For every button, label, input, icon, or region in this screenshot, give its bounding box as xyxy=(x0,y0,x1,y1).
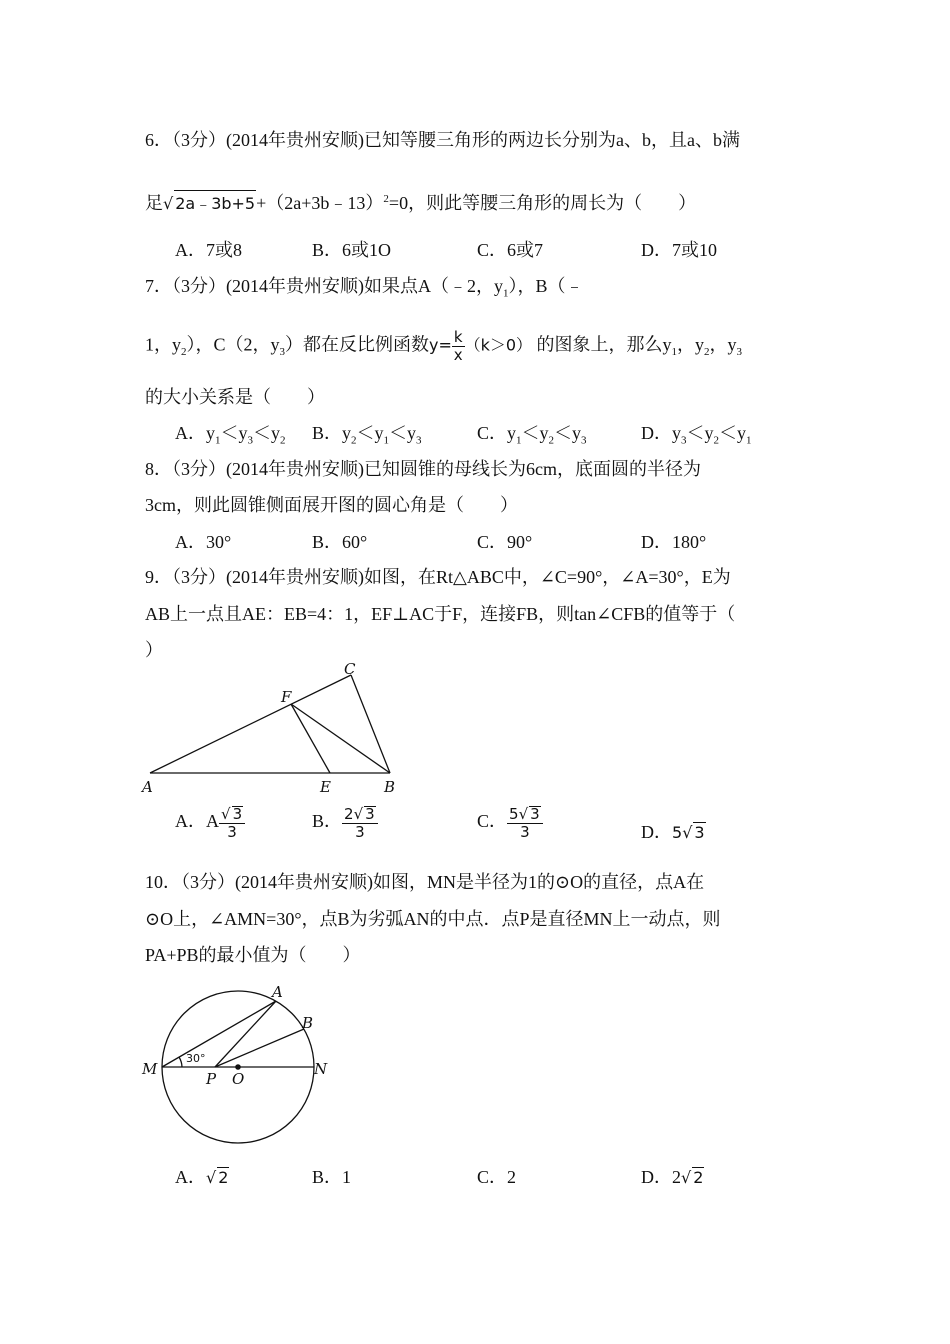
q8-option-c[interactable]: C．90° xyxy=(477,532,533,552)
q10-option-c[interactable]: C．2 xyxy=(477,1167,517,1187)
q7-text: 的图象上，那么y xyxy=(536,334,672,355)
fraction-numerator: k xyxy=(453,328,463,346)
q10-option-d[interactable] xyxy=(641,1163,704,1189)
q7-sub: 3 xyxy=(581,434,587,447)
label-b: B xyxy=(302,1014,314,1032)
q9-opt-text: C． xyxy=(477,811,508,832)
fraction-denominator: 3 xyxy=(355,823,365,841)
coef: 5 xyxy=(509,805,519,823)
q7-option-b[interactable] xyxy=(312,419,422,447)
coef: 5 xyxy=(672,823,683,842)
q10-opt-text: A． xyxy=(175,1167,206,1187)
q10-option-a[interactable] xyxy=(175,1163,229,1189)
label-o: O xyxy=(232,1070,245,1088)
q7-sub: 2 xyxy=(181,346,187,359)
q7-opt-text: ＜y xyxy=(389,423,417,443)
q9-line3: ） xyxy=(145,640,163,660)
side-ac xyxy=(150,675,351,773)
q7-line1-text: 7．（3分）(2014年贵州安顺)如果点A（﹣2，y xyxy=(145,276,503,296)
segment-fb xyxy=(291,704,390,773)
q9-option-a-fraction xyxy=(219,806,245,840)
label-angle: 30° xyxy=(186,1052,206,1065)
q7-sub: 3 xyxy=(247,434,253,447)
side-cb xyxy=(351,675,390,773)
q7-opt-text: D．y xyxy=(641,423,681,443)
q7-func-condition: （k＞0） xyxy=(464,335,533,355)
coef: 2 xyxy=(344,805,354,823)
q7-text: ，y xyxy=(709,334,737,355)
q8-option-b[interactable]: B．60° xyxy=(312,532,368,552)
fraction-denominator: x xyxy=(453,346,463,364)
radicand: 2 xyxy=(218,1168,229,1187)
radicand: 3 xyxy=(694,823,705,842)
q7-func-y: y= xyxy=(429,335,452,355)
q9-option-c-fraction xyxy=(507,806,543,840)
q7-sub: 1 xyxy=(671,346,678,359)
radicand: 2 xyxy=(693,1168,704,1187)
q6-option-b[interactable]: B．6或1O xyxy=(312,240,392,260)
sqrt-symbol: √ xyxy=(163,194,174,213)
q6-line2 xyxy=(145,189,696,215)
label-e: E xyxy=(320,778,331,796)
q9-opt-text: A． xyxy=(175,811,206,832)
q10-option-b[interactable]: B．1 xyxy=(312,1167,352,1187)
q7-text: ，y xyxy=(677,334,705,355)
q7-sub: 1 xyxy=(215,434,221,447)
q10-opt-text: D．2 xyxy=(641,1167,681,1187)
q7-sub: 1 xyxy=(383,434,390,447)
q7-sub: 2 xyxy=(548,434,555,447)
fraction-numerator xyxy=(342,806,378,824)
q7-text: 1，y xyxy=(145,334,181,355)
label-n: N xyxy=(314,1060,328,1078)
radicand: 3 xyxy=(530,805,540,823)
q7-sub: 3 xyxy=(736,346,743,359)
sqrt-symbol: √ xyxy=(518,805,529,823)
q9-line2: AB上一点且AE：EB=4：1，EF⊥AC于F，连接FB，则tan∠CFB的值等于（ xyxy=(145,604,736,624)
q7-text: ）都在反比例函数 xyxy=(285,334,430,355)
q9-option-b[interactable] xyxy=(312,806,378,840)
q6-exponent: 2 xyxy=(383,193,389,205)
q7-opt-text: ＜y xyxy=(253,423,280,443)
q9-option-d[interactable] xyxy=(641,818,706,844)
angle-arc xyxy=(179,1057,182,1067)
q6-option-a[interactable]: A．7或8 xyxy=(175,240,242,260)
fraction-denominator: 3 xyxy=(520,823,530,841)
q10-line2: ⊙O上，∠AMN=30°，点B为劣弧AN的中点．点P是直径MN上一动点，则 xyxy=(145,909,721,929)
q7-opt-text: A．y xyxy=(175,423,215,443)
q6-line2-pre: 足 xyxy=(145,193,163,213)
q6-line1: 6．（3分）(2014年贵州安顺)已知等腰三角形的两边长分别为a、b，且a、b满 xyxy=(145,130,740,150)
q9-option-c[interactable] xyxy=(477,806,543,840)
q9-option-b-fraction xyxy=(342,806,378,840)
segment-pb xyxy=(215,1029,304,1067)
q8-option-d[interactable]: D．180° xyxy=(641,532,707,552)
q7-sub: 2 xyxy=(713,434,719,447)
q6-radicand: 2a﹣3b+5 xyxy=(174,190,256,214)
q7-opt-text: ＜y xyxy=(521,423,549,443)
label-c: C xyxy=(344,662,356,678)
q7-func-fraction xyxy=(452,330,465,363)
q9-triangle-figure xyxy=(138,662,408,798)
q7-sub: 3 xyxy=(681,434,687,447)
radicand: 3 xyxy=(232,805,243,823)
q9-opt-text: D． xyxy=(641,822,672,842)
q7-opt-text: B．y xyxy=(312,423,352,443)
q10-line3: PA+PB的最小值为（ ） xyxy=(145,945,361,965)
q6-line2-mid: +（2a+3b﹣13） xyxy=(256,193,384,213)
q6-option-d[interactable]: D．7或10 xyxy=(641,240,717,260)
label-m: M xyxy=(142,1060,158,1078)
q6-option-c[interactable]: C．6或7 xyxy=(477,240,544,260)
q8-line2: 3cm，则此圆锥侧面展开图的圆心角是（ ） xyxy=(145,495,518,515)
q9-line1: 9．（3分）(2014年贵州安顺)如图，在Rt△ABC中，∠C=90°，∠A=30°，E为 xyxy=(145,567,731,587)
q9-option-a[interactable] xyxy=(175,806,245,840)
q7-text: ），C（2，y xyxy=(186,334,280,355)
label-b: B xyxy=(384,778,396,796)
q7-sub: 2 xyxy=(351,434,357,447)
q7-sub: 3 xyxy=(279,346,286,359)
label-p: P xyxy=(206,1070,217,1088)
q7-sub: 1 xyxy=(516,434,522,447)
sqrt-symbol: √ xyxy=(681,1168,692,1187)
sqrt-symbol: √ xyxy=(206,1168,217,1187)
segment-fe xyxy=(291,704,330,773)
q7-opt-text: C．y xyxy=(477,423,517,443)
q10-line1: 10．（3分）(2014年贵州安顺)如图，MN是半径为1的⊙O的直径，点A在 xyxy=(145,872,705,892)
q7-opt-text: ＜y xyxy=(220,423,248,443)
radicand: 3 xyxy=(365,805,375,823)
q7-option-a[interactable] xyxy=(175,419,286,447)
q7-line2 xyxy=(145,330,742,363)
label-a: A xyxy=(142,778,153,796)
q7-option-d[interactable] xyxy=(641,419,752,447)
fraction-numerator xyxy=(507,806,543,824)
q9-opt-text: B． xyxy=(312,811,343,832)
segment-pa xyxy=(215,1001,276,1067)
q6-line2-post: =0，则此等腰三角形的周长为（ ） xyxy=(388,193,697,213)
q7-opt-text: ＜y xyxy=(719,423,746,443)
q7-sub: 1 xyxy=(503,287,509,300)
q7-opt-text: ＜y xyxy=(356,423,384,443)
q7-line1 xyxy=(145,272,584,300)
q7-sub: 2 xyxy=(280,434,286,447)
sqrt-symbol: √ xyxy=(353,805,364,823)
q8-line1: 8．（3分）(2014年贵州安顺)已知圆锥的母线长为6cm，底面圆的半径为 xyxy=(145,459,701,479)
q7-opt-text: ＜y xyxy=(554,423,582,443)
q7-sub: 1 xyxy=(746,434,752,447)
q7-line1-post: ），B（﹣ xyxy=(508,276,584,296)
label-f: F xyxy=(281,688,292,706)
q7-sub: 2 xyxy=(704,346,710,359)
fraction-numerator xyxy=(219,806,245,824)
sqrt-symbol: √ xyxy=(682,823,693,842)
q7-option-c[interactable] xyxy=(477,419,587,447)
q8-option-a[interactable]: A．30° xyxy=(175,532,232,552)
q9-opt-text: A xyxy=(206,811,219,832)
center-point xyxy=(235,1064,241,1070)
label-a: A xyxy=(272,983,283,1001)
q7-sub: 3 xyxy=(416,434,422,447)
fraction-denominator: 3 xyxy=(227,823,237,841)
q7-opt-text: ＜y xyxy=(686,423,714,443)
sqrt-symbol: √ xyxy=(221,805,231,823)
q7-line3: 的大小关系是（ ） xyxy=(145,387,325,407)
q10-circle-figure xyxy=(138,978,338,1148)
